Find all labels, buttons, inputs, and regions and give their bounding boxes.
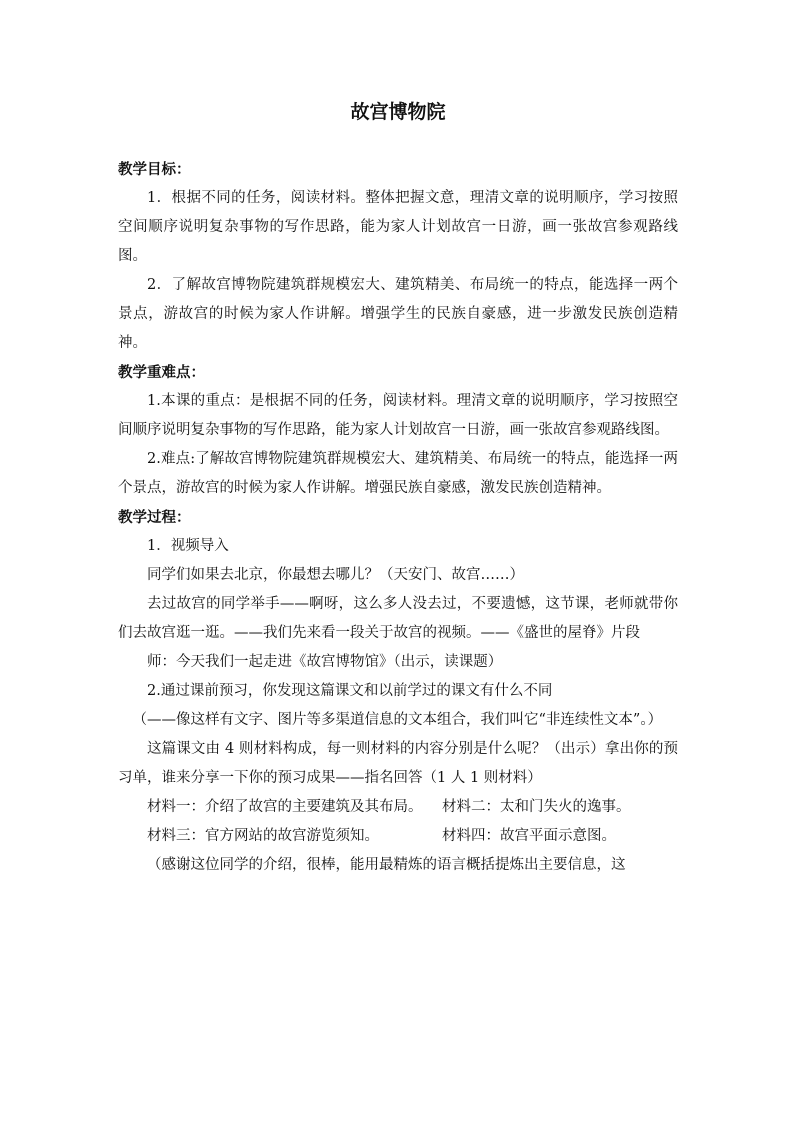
page-title: 故宫博物院 <box>350 101 446 123</box>
process-step-2: 2.通过课前预习，你发现这篇课文和以前学过的课文有什么不同 <box>147 683 553 699</box>
material-row-2 <box>118 822 678 851</box>
process-paragraph-3: 去过故宫的同学举手——啊呀，这么多人没去过，不要遗憾，这节课，老师就带你们去故宫逛一逛。——我们先来看一段关于故宫的视频。——《盛世的屋脊》片段 <box>118 596 678 641</box>
material-1: 材料一：介绍了故宫的主要建筑及其布局。 <box>147 799 423 815</box>
material-2: 材料二：太和门失火的逸事。 <box>442 799 631 815</box>
document-body <box>118 98 678 880</box>
process-paragraph-7: 这篇课文由 4 则材料构成，每一则材料的内容分别是什么呢？（出示）拿出你的预习单，谁来分享一下你的预习成果——指名回答（1 人 1 则材料） <box>118 741 678 786</box>
goals-heading: 教学目标： <box>118 161 191 178</box>
material-4: 材料四：故宫平面示意图。 <box>442 828 616 844</box>
keypoints-heading: 教学重难点： <box>118 364 205 381</box>
process-paragraph-2: 同学们如果去北京，你最想去哪儿？（天安门、故宫……） <box>147 567 524 583</box>
process-step-1: 1．视频导入 <box>147 538 229 554</box>
goals-item-1: 1．根据不同的任务，阅读材料。整体把握文意，理清文章的说明顺序，学习按照空间顺序说明复杂事物的写作思路，能为家人计划故宫一日游，画一张故宫参观路线图。 <box>118 190 678 264</box>
material-row-1 <box>118 793 678 822</box>
process-paragraph-8: （感谢这位同学的介绍，很棒，能用最精炼的语言概括提炼出主要信息，这 <box>147 857 626 873</box>
process-heading: 教学过程： <box>118 509 191 526</box>
keypoints-item-1: 1.本课的重点：是根据不同的任务，阅读材料。理清文章的说明顺序，学习按照空间顺序说明复杂事物的写作思路，能为家人计划故宫一日游，画一张故宫参观路线图。 <box>118 393 678 438</box>
keypoints-item-2: 2.难点:了解故宫博物院建筑群规模宏大、建筑精美、布局统一的特点，能选择一两个景点，游故宫的时候为家人作讲解。增强民族自豪感，激发民族创造精神。 <box>118 451 678 496</box>
goals-item-2: 2．了解故宫博物院建筑群规模宏大、建筑精美、布局统一的特点，能选择一两个景点，游故宫的时候为家人作讲解。增强学生的民族自豪感，进一步激发民族创造精神。 <box>118 277 678 351</box>
process-paragraph-4: 师：今天我们一起走进《故宫博物馆》（出示，读课题） <box>147 654 503 670</box>
title-spacer <box>118 127 678 155</box>
process-paragraph-6: （——像这样有文字、图片等多渠道信息的文本组合，我们叫它“非连续性文本”。） <box>132 712 663 728</box>
material-3: 材料三：官方网站的故宫游览须知。 <box>147 828 379 844</box>
